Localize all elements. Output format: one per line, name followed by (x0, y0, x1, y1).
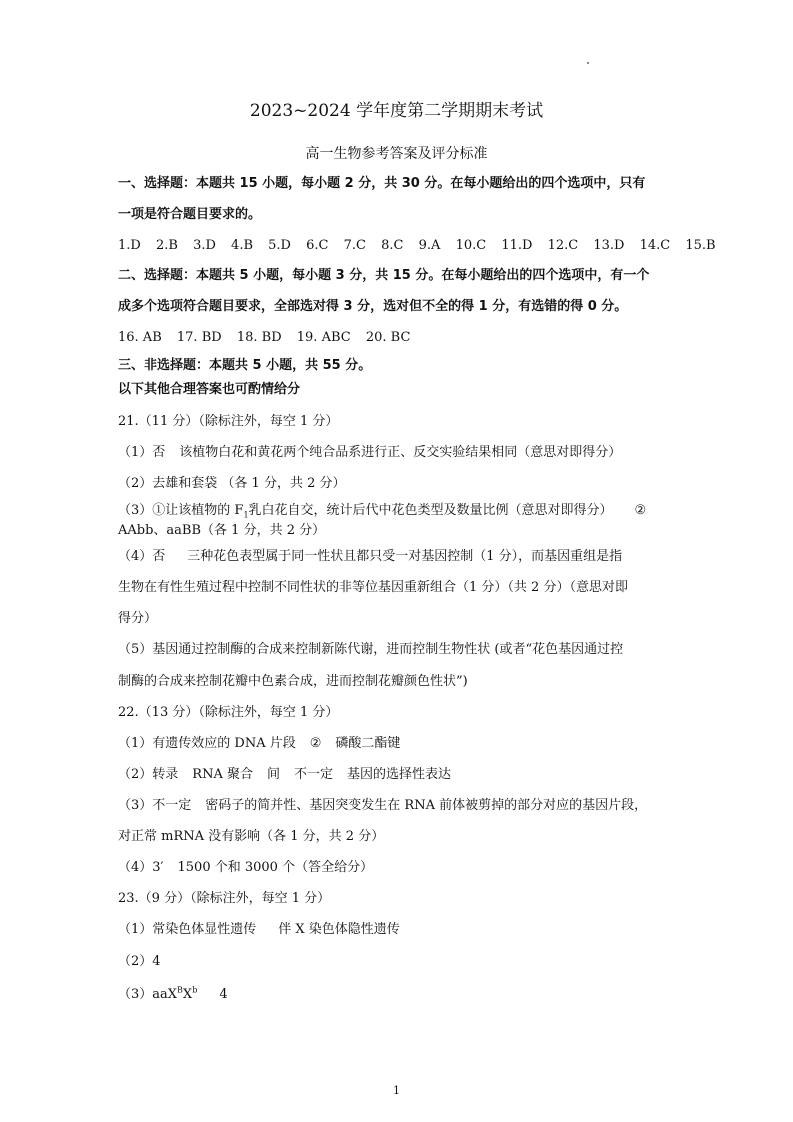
q22-part2-c: 间 (266, 767, 280, 782)
q23-part3-x: X (182, 987, 193, 1002)
answer-item: 1.D (118, 238, 141, 253)
q23-header: 23.（9 分）（除标注外，每空 1 分） (118, 891, 331, 906)
answer-item: 4.B (231, 238, 254, 253)
q21-part3 (118, 502, 681, 520)
q21-part3-line2: AAbb、aaBB（各 1 分，共 2 分） (118, 523, 326, 538)
section1-answers (118, 237, 716, 255)
q21-part1-answer: （1）否 (118, 445, 166, 460)
q21-part3-text: （3）①让该植物的 F (118, 503, 244, 518)
answer-item: 18. BD (236, 330, 282, 345)
section1-heading-line2: 一项是符合题目要求的。 (118, 207, 262, 222)
q22-part2 (118, 766, 681, 784)
q23-part3-genotype: （3）aaX (118, 987, 178, 1002)
q22-part3 (118, 797, 681, 815)
answer-item: 2.B (155, 238, 178, 253)
q23-part3 (118, 986, 681, 1004)
exam-subtitle: 高一生物参考答案及评分标准 (305, 146, 488, 162)
q22-part3-answer: （3）不一定 (118, 798, 192, 813)
q21-part4-line2: 生物在有性生殖过程中控制不同性状的非等位基因重新组合（1 分）（共 2 分）（意思对即 (118, 580, 628, 595)
q21-header: 21.（11 分）（除标注外，每空 1 分） (118, 414, 339, 429)
q21-part4 (118, 548, 681, 566)
q23-part1 (118, 921, 681, 939)
answer-item: 13.D (593, 238, 625, 253)
q21-part1 (118, 444, 681, 462)
q21-part2: （2）去雄和套袋 （各 1 分，共 2 分） (118, 476, 346, 491)
q21-part5-line1: （5）基因通过控制酶的合成来控制新陈代谢，进而控制生物性状 (或者“花色基因通过控 (118, 642, 624, 657)
q22-part1-answer: （1）有遗传效应的 DNA 片段 (118, 736, 296, 751)
section2-heading-line1: 二、选择题：本题共 5 小题，每小题 3 分，共 15 分。在每小题给出的四个选项中，有一个 (118, 268, 650, 283)
superscript: b (192, 985, 198, 995)
answer-item: 16. AB (118, 330, 162, 345)
q22-part4 (118, 859, 681, 877)
page-number: 1 (393, 1084, 400, 1097)
answer-item: 6.C (306, 238, 329, 253)
q22-part4-answer: （4）3′ (118, 860, 164, 875)
answer-item: 5.D (268, 238, 291, 253)
q22-part2-e: 基因的选择性表达 (347, 767, 452, 782)
answer-item: 9.A (418, 238, 441, 253)
answer-item: 15.B (685, 238, 716, 253)
scan-dot (587, 62, 589, 64)
answer-item: 8.C (381, 238, 404, 253)
answer-item: 10.C (455, 238, 487, 253)
superscript: B (177, 985, 183, 995)
answer-item: 12.C (547, 238, 579, 253)
subscript: 1 (243, 510, 249, 520)
q21-part4-line3: 得分） (118, 611, 158, 626)
q22-part2-a: （2）转录 (118, 767, 179, 782)
section2-heading-line2: 成多个选项符合题目要求，全部选对得 3 分，选对但不全的得 1 分，有选错的得 0 分。 (118, 299, 628, 314)
q22-part1-bond: 磷酸二酯键 (335, 736, 401, 751)
section3-heading: 三、非选择题：本题共 5 小题，共 55 分。 (118, 358, 372, 373)
q22-part3-reason: 密码子的简并性、基因突变发生在 RNA 前体被剪掉的部分对应的基因片段， (205, 798, 648, 813)
answer-item: 20. BC (365, 330, 411, 345)
q22-header: 22.（13 分）（除标注外，每空 1 分） (118, 705, 339, 720)
q23-part1-b: 伴 X 染色体隐性遗传 (278, 922, 400, 937)
q22-part1-marker: ② (309, 736, 322, 751)
q23-part2: （2）4 (118, 954, 161, 969)
q21-part1-reason: 该植物白花和黄花两个纯合品系进行正、反交实验结果相同（意思对即得分） (179, 445, 622, 460)
q22-part2-b: RNA 聚合 (192, 767, 253, 782)
q21-part3-marker: ② (634, 503, 647, 518)
section1-heading-line1: 一、选择题：本题共 15 小题，每小题 2 分，共 30 分。在每小题给出的四个选项中，只有 (118, 176, 646, 191)
answer-item: 11.D (501, 238, 533, 253)
q21-part4-reason: 三种花色表型属于同一性状且都只受一对基因控制（1 分），而基因重组是指 (187, 549, 623, 564)
answer-item: 3.D (193, 238, 216, 253)
q23-part3-count: 4 (219, 987, 228, 1002)
section3-note: 以下其他合理答案也可酌情给分 (118, 382, 301, 397)
q21-part4-answer: （4）否 (118, 549, 166, 564)
q22-part2-d: 不一定 (293, 767, 333, 782)
q21-part3-text2: 乳白花自交，统计后代中花色类型及数量比例（意思对即得分） (248, 503, 613, 518)
q22-part1 (118, 735, 681, 753)
answer-item: 17. BD (176, 330, 222, 345)
exam-title: 2023~2024 学年度第二学期期末考试 (249, 101, 544, 121)
section2-answers (118, 329, 681, 347)
q23-part1-a: （1）常染色体显性遗传 (118, 922, 257, 937)
q22-part3-line2: 对正常 mRNA 没有影响（各 1 分，共 2 分） (118, 829, 385, 844)
q21-part5-line2: 制酶的合成来控制花瓣中色素合成，进而控制花瓣颜色性状”) (118, 674, 468, 689)
q22-part4-count: 1500 个和 3000 个（答全给分） (177, 860, 374, 875)
answer-item: 14.C (639, 238, 671, 253)
answer-item: 7.C (343, 238, 366, 253)
answer-item: 19. ABC (296, 330, 351, 345)
